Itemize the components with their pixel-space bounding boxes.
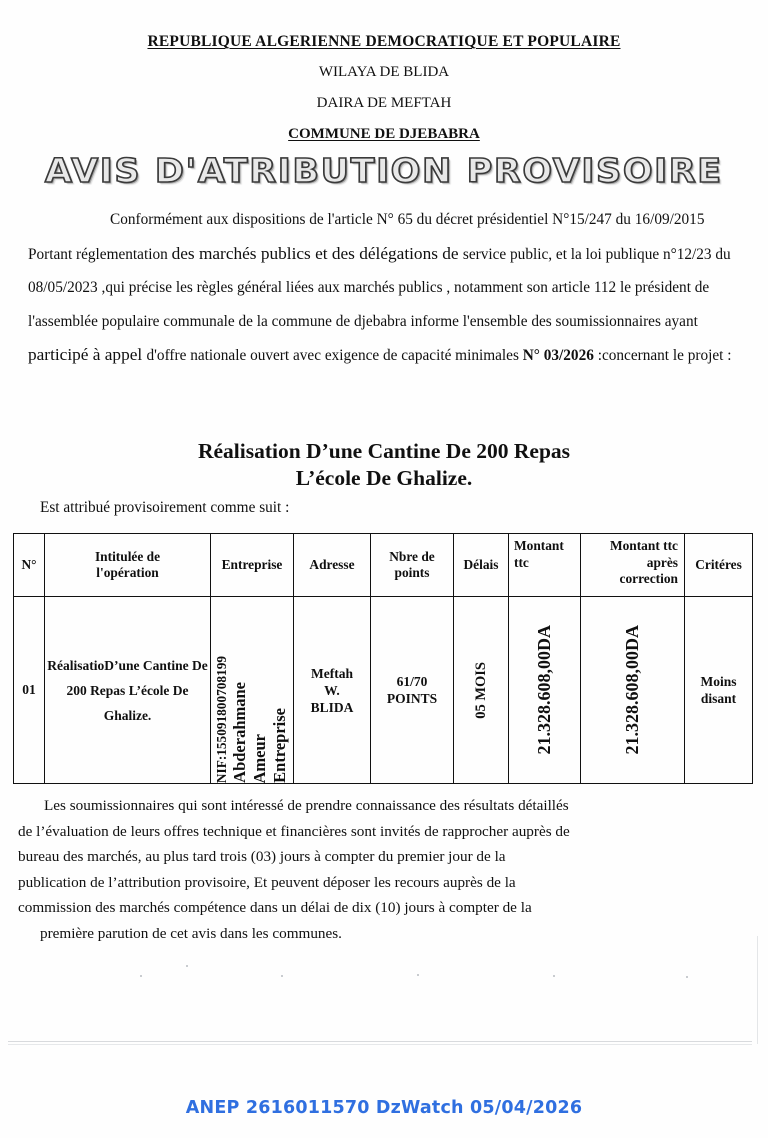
closing-line-1-text: Les soumissionnaires qui sont intéressé de prendre connaissance des résultats détaillés (44, 797, 569, 814)
notice-title: AVIS D'ATRIBUTION PROVISOIRE (45, 151, 723, 190)
intro-segment-2: des marchés publics et des délégations de (171, 243, 463, 263)
col-header-criteria: Critéres (685, 534, 753, 597)
cell-address (294, 597, 371, 784)
col-header-amount-ttc (509, 534, 581, 597)
scan-speck (417, 974, 419, 976)
col-header-operation-line-1: Intitulée de (94, 548, 161, 564)
col-header-points-line-1: Nbre de (389, 548, 435, 564)
closing-line-1 (18, 793, 744, 819)
delay-value: 05 MOIS (472, 661, 489, 719)
award-table (13, 533, 753, 784)
scan-artifact-line-secondary (8, 1044, 752, 1045)
address-line-1: Meftah (311, 665, 353, 681)
col-header-amount-ttc-line-2: ttc (514, 554, 529, 570)
address-line-2: W. (324, 682, 340, 698)
amount-ttc-vertical-wrapper (509, 597, 580, 783)
col-header-amount-corrected (581, 534, 685, 597)
closing-line-5: commission des marchés compétence dans un délai de dix (10) jours à compter de la (18, 899, 532, 916)
tender-number: N° 03/2026 (522, 347, 594, 364)
intro-segment-1: Conformément aux dispositions de l'article N° 65 du décret présidentiel N°15/247 du 16/09/2015 Portant réglementation (28, 211, 705, 263)
cell-delay (454, 597, 509, 784)
header-republic: REPUBLIQUE ALGERIENNE DEMOCRATIQUE ET POPULAIRE (147, 33, 621, 50)
project-title-line-1: Réalisation D’une Cantine De 200 Repas (197, 439, 571, 463)
points-line-1: 61/70 (396, 674, 428, 689)
enterprise-name-line-1: Entreprise (269, 708, 289, 783)
cell-criteria (685, 597, 753, 784)
col-header-delay: Délais (454, 534, 509, 597)
amount-ttc-value: 21.328.608,00DA (534, 625, 555, 755)
table-row (14, 597, 753, 784)
header-wilaya: WILAYA DE BLIDA (318, 64, 450, 80)
attributed-label: Est attribué provisoirement comme suit : (40, 499, 290, 516)
intro-paragraph (28, 203, 740, 373)
intro-segment-4: participé à appel (28, 345, 147, 364)
criteria-line-1: Moins (700, 674, 737, 689)
col-header-address: Adresse (294, 534, 371, 597)
intro-segment-7: :concernant le projet : (593, 347, 732, 364)
cell-num: 01 (14, 597, 45, 784)
enterprise-vertical-stack (211, 597, 293, 783)
cell-amount-ttc (509, 597, 581, 784)
header-commune: COMMUNE DE DJEBABRA (288, 126, 480, 142)
anep-footer: ANEP 2616011570 DzWatch 05/04/2026 (185, 1098, 583, 1118)
enterprise-nif: NIF:155091800708199 (214, 655, 230, 783)
address-line-3: BLIDA (310, 699, 354, 715)
notice-title-banner (0, 152, 768, 194)
criteria-line-2: disant (700, 691, 737, 706)
col-header-points-line-2: points (394, 565, 430, 580)
intro-segment-5: d'offre nationale ouvert avec exigence de capacité minimales (146, 347, 523, 364)
project-title (0, 438, 768, 492)
enterprise-name-line-2: Ameur (249, 733, 269, 783)
cell-operation: RéalisatioD’une Cantine De 200 Repas L’école De Ghalize. (45, 597, 211, 784)
closing-line-4: publication de l’attribution provisoire, Et peuvent déposer les recours auprès de la (18, 873, 516, 891)
points-line-2: POINTS (386, 691, 438, 706)
col-header-operation-line-2: l'opération (96, 565, 159, 580)
scan-speck (553, 975, 555, 977)
scan-speck (686, 976, 688, 978)
closing-line-2: de l’évaluation de leurs offres technique et financières sont invités de rapprocher auprès de (18, 822, 570, 840)
col-header-enterprise: Entreprise (211, 534, 294, 597)
closing-line-6-text: première parution de cet avis dans les communes. (40, 924, 342, 942)
scan-artifact-edge (757, 936, 758, 1044)
enterprise-name-line-3: Abderahmane (229, 682, 249, 783)
project-title-line-2: L’école De Ghalize. (295, 466, 473, 490)
col-header-amount-ttc-line-1: Montant (514, 538, 564, 553)
cell-points (371, 597, 454, 784)
cell-amount-corrected (581, 597, 685, 784)
scan-speck (281, 975, 283, 977)
col-header-points (371, 534, 454, 597)
closing-line-3: bureau des marchés, au plus tard trois (03) jours à compter du premier jour de la (18, 848, 506, 865)
col-header-num: N° (14, 534, 45, 597)
scan-speck (140, 975, 142, 977)
col-header-amount-corrected-line-3: correction (619, 571, 678, 586)
scan-speck (186, 965, 188, 967)
intro-segment-3: service public, et la loi publique n°12/23 du 08/05/2023 ,qui précise les règles général liées aux marchés publics , notamment son article 112 le président de l'assemblée populaire communale de la commune de djebabra informe l'ensemble des soumissionnaires ayant (28, 245, 731, 330)
award-table-wrapper (13, 533, 752, 784)
delay-vertical-wrapper (454, 597, 508, 783)
scan-artifact-line (8, 1041, 752, 1042)
closing-line-6 (18, 921, 744, 947)
amount-corrected-value: 21.328.608,00DA (622, 625, 643, 755)
cell-enterprise (211, 597, 294, 784)
col-header-amount-corrected-line-1: Montant ttc (609, 538, 678, 553)
col-header-operation (45, 534, 211, 597)
col-header-amount-corrected-line-2: après (646, 554, 678, 570)
table-header-row (14, 534, 753, 597)
amount-corrected-vertical-wrapper (581, 597, 684, 783)
header-daira: DAIRA DE MEFTAH (316, 95, 452, 111)
closing-paragraph (18, 793, 744, 946)
